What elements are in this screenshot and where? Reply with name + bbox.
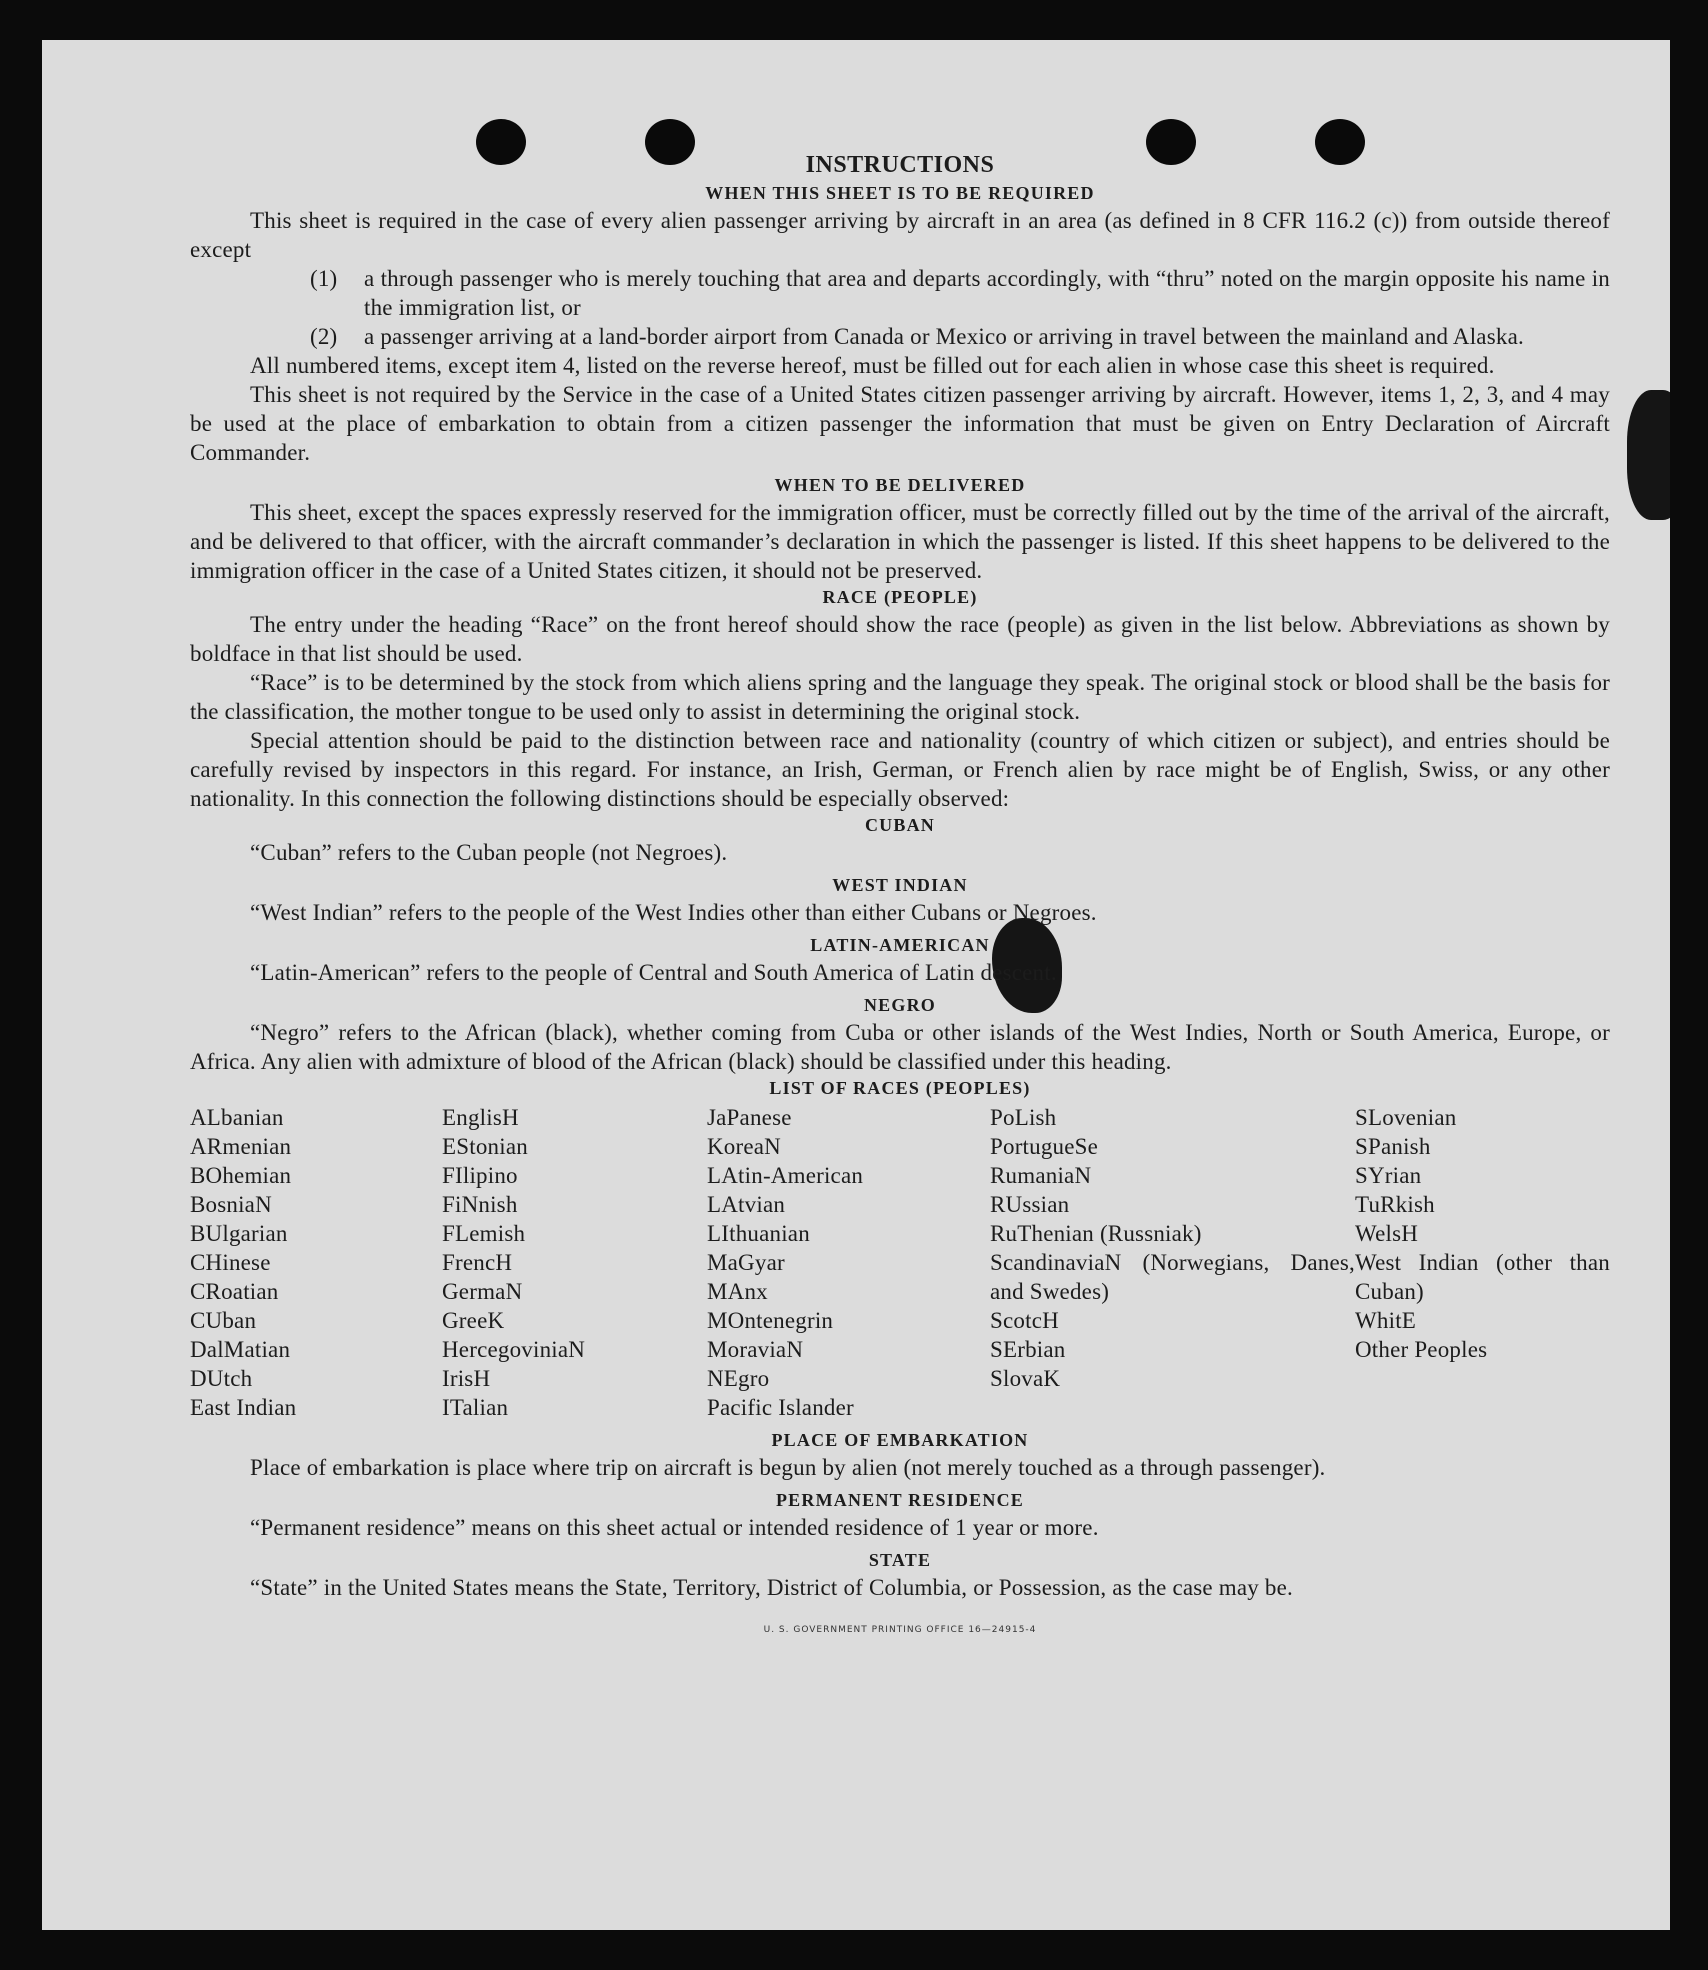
race-entry: WhitE (1355, 1308, 1417, 1333)
race-entry: BosniaN (190, 1192, 272, 1217)
section-race (190, 585, 1610, 813)
document-body (190, 149, 1610, 1645)
race-entry: NEgro (707, 1366, 770, 1391)
race-entry: MOntenegrin (707, 1308, 834, 1333)
race-entry: CRoatian (190, 1279, 279, 1304)
race-entry: SErbian (990, 1337, 1066, 1362)
paragraph: “Latin-American” refers to the people of Central and South America of Latin descent. (250, 960, 1057, 985)
race-entry: ScotcH (990, 1308, 1059, 1333)
section-state (190, 1548, 1610, 1602)
race-entry: WelsH (1355, 1221, 1419, 1246)
race-entry: FrencH (442, 1250, 513, 1275)
race-entry: SlovaK (990, 1366, 1061, 1391)
race-entry: PoLish (990, 1105, 1057, 1130)
item-number: (2) (310, 324, 338, 349)
race-entry: ALbanian (190, 1105, 284, 1130)
printing-office-footer: U. S. GOVERNMENT PRINTING OFFICE 16—24915-4 (763, 1625, 1037, 1635)
section-heading: PLACE OF EMBARKATION (771, 1430, 1029, 1450)
section-heading: LIST OF RACES (PEOPLES) (769, 1078, 1031, 1098)
paragraph: This sheet is not required by the Service in the case of a United States citizen passenger arriving by aircraft. However, items 1, 2, 3, and 4 may be used at the place of embarkation to obtain from a citizen passenger the information that must be given on Entry Declaration of Aircraft Commander. (190, 382, 1610, 465)
race-entry: ITalian (442, 1395, 509, 1420)
race-entry: ARmenian (190, 1134, 292, 1159)
race-entry: LAtin-American (707, 1163, 864, 1188)
race-entry: BOhemian (190, 1163, 292, 1188)
section-heading: WEST INDIAN (832, 875, 968, 895)
race-entry: SLovenian (1355, 1105, 1457, 1130)
section-when-delivered (190, 473, 1610, 585)
paragraph: This sheet, except the spaces expressly reserved for the immigration officer, must be correctly filled out by the time of the arrival of the aircraft, and be delivered to that officer, with the aircraft commander’s declaration in which the passenger is listed. If this sheet happens to be delivered to the immigration officer in the case of a United States citizen, it should not be preserved. (190, 500, 1610, 583)
section-cuban (190, 813, 1610, 867)
page-title: INSTRUCTIONS (805, 152, 995, 178)
section-west-indian (190, 873, 1610, 927)
race-columns (190, 1103, 1610, 1422)
race-column (707, 1103, 990, 1422)
race-entry: DUtch (190, 1366, 253, 1391)
paragraph: All numbered items, except item 4, listed on the reverse hereof, must be filled out for each alien in whose case this sheet is required. (250, 353, 1495, 378)
race-entry: PortugueSe (990, 1134, 1099, 1159)
race-entry: MAnx (707, 1279, 768, 1304)
section-permanent-residence (190, 1488, 1610, 1542)
paragraph: Special attention should be paid to the distinction between race and nationality (country of which citizen or subject), and entries should be carefully revised by inspectors in this regard. For instance, an Irish, German, or French alien by race might be of English, Swiss, or any other nationality. In this connection the following distinctions should be especially observed: (190, 728, 1610, 811)
race-entry: LAtvian (707, 1192, 786, 1217)
race-entry: KoreaN (707, 1134, 781, 1159)
race-entry: East Indian (190, 1395, 297, 1420)
paragraph: “Race” is to be determined by the stock from which aliens spring and the language they speak. The original stock or blood shall be the basis for the classification, the mother tongue to be used only to assist in determining the original stock. (190, 670, 1610, 724)
race-entry: Pacific Islander (707, 1395, 854, 1420)
race-entry: HercegoviniaN (442, 1337, 586, 1362)
race-entry: Other Peoples (1355, 1337, 1488, 1362)
paragraph: “Permanent residence” means on this sheet actual or intended residence of 1 year or more. (250, 1515, 1099, 1540)
section-heading: WHEN THIS SHEET IS TO BE REQUIRED (705, 183, 1095, 203)
paragraph: “Negro” refers to the African (black), whether coming from Cuba or other islands of the West Indies, North or South America, Europe, or Africa. Any alien with admixture of blood of the African (black) should be classified under this heading. (190, 1020, 1610, 1074)
race-entry: SYrian (1355, 1163, 1422, 1188)
paragraph: “Cuban” refers to the Cuban people (not Negroes). (250, 840, 728, 865)
section-when-required (190, 181, 1610, 467)
race-entry: JaPanese (707, 1105, 792, 1130)
item-text: a passenger arriving at a land-border airport from Canada or Mexico or arriving in travel between the mainland and Alaska. (364, 324, 1524, 349)
race-entry: GermaN (442, 1279, 523, 1304)
numbered-item (190, 322, 1610, 351)
race-entry: SPanish (1355, 1134, 1431, 1159)
race-entry: EStonian (442, 1134, 528, 1159)
race-column (190, 1103, 442, 1422)
section-heading: RACE (PEOPLE) (822, 587, 978, 607)
section-heading: PERMANENT RESIDENCE (775, 1490, 1024, 1510)
race-entry: FLemish (442, 1221, 526, 1246)
race-entry: BUlgarian (190, 1221, 288, 1246)
numbered-item (190, 264, 1610, 322)
ink-stain (1627, 390, 1670, 520)
paragraph: “State” in the United States means the State, Territory, District of Columbia, or Possession, as the case may be. (250, 1575, 1293, 1600)
paragraph: The entry under the heading “Race” on the front hereof should show the race (people) as given in the list below. Abbreviations as shown by boldface in that list should be used. (190, 612, 1610, 666)
race-entry: FiNnish (442, 1192, 518, 1217)
section-negro (190, 993, 1610, 1076)
race-column (1355, 1103, 1610, 1422)
item-number: (1) (310, 266, 338, 291)
race-entry: RumaniaN (990, 1163, 1092, 1188)
race-entry: RUssian (990, 1192, 1070, 1217)
race-entry: RuThenian (Russniak) (990, 1221, 1202, 1246)
section-heading: CUBAN (864, 815, 935, 835)
race-entry: DalMatian (190, 1337, 291, 1362)
paragraph: Place of embarkation is place where trip on aircraft is begun by alien (not merely touched as a through passenger). (250, 1455, 1326, 1480)
paragraph: “West Indian” refers to the people of the West Indies other than either Cubans or Negroes. (250, 900, 1097, 925)
race-entry: LIthuanian (707, 1221, 810, 1246)
item-text: a through passenger who is merely touching that area and departs accordingly, with “thru” noted on the margin opposite his name in the immigration list, or (364, 266, 1610, 320)
section-place-of-embarkation (190, 1428, 1610, 1482)
race-entry: MaGyar (707, 1250, 785, 1275)
race-entry: CHinese (190, 1250, 271, 1275)
race-entry: CUban (190, 1308, 257, 1333)
race-entry: ScandinaviaN (Norwegians, Danes, and Swedes) (990, 1250, 1355, 1304)
race-entry: FIlipino (442, 1163, 518, 1188)
document-page (42, 40, 1670, 1930)
race-entry: EnglisH (442, 1105, 519, 1130)
section-heading: NEGRO (863, 995, 936, 1015)
race-entry: IrisH (442, 1366, 491, 1391)
section-latin-american (190, 933, 1610, 987)
race-entry: MoraviaN (707, 1337, 804, 1362)
paragraph: This sheet is required in the case of every alien passenger arriving by aircraft in an area (as defined in 8 CFR 116.2 (c)) from outside thereof except (190, 208, 1610, 262)
section-heading: WHEN TO BE DELIVERED (774, 475, 1026, 495)
race-entry: GreeK (442, 1308, 505, 1333)
race-column (442, 1103, 707, 1422)
section-heading: STATE (868, 1550, 932, 1570)
race-column (990, 1103, 1355, 1422)
race-entry: TuRkish (1355, 1192, 1435, 1217)
race-list (190, 1076, 1610, 1422)
race-entry: West Indian (other than Cuban) (1355, 1250, 1610, 1304)
section-heading: LATIN-AMERICAN (810, 935, 990, 955)
